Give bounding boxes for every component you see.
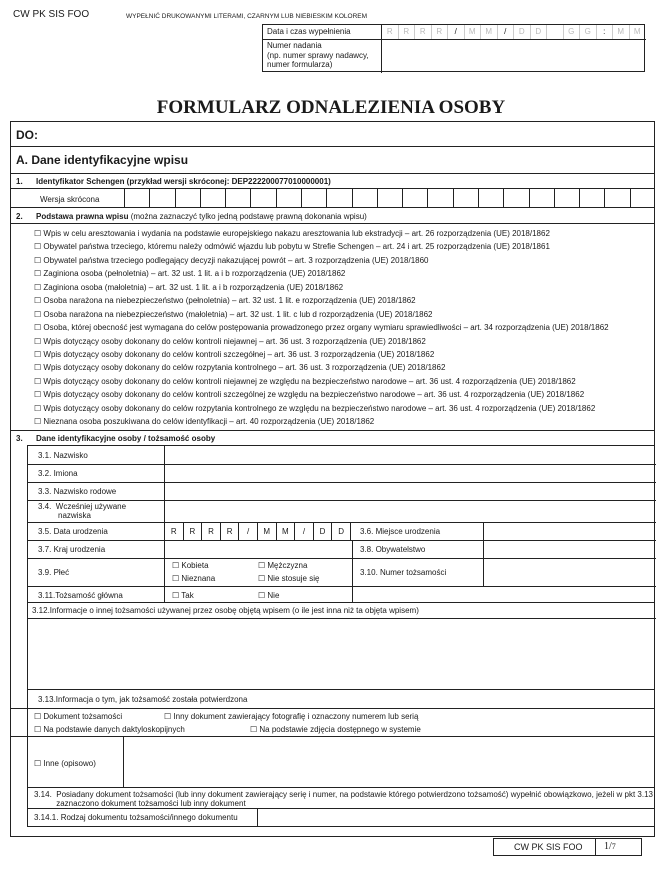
page-number	[604, 841, 616, 852]
citizenship-field[interactable]	[484, 541, 655, 558]
legal-basis-option[interactable]: ☐ Zaginiona osoba (małoletnia) – art. 32 ust. 1 lit. a i b rozporządzenia (UE) 2018/1862	[34, 282, 344, 292]
surname-label: 3.1. Nazwisko	[38, 451, 88, 460]
legal-basis-option[interactable]: ☐ Obywatel państwa trzeciego podlegający decyzji nakazującej powrót – art. 3 rozporządzenia (UE) 2018/1860	[34, 255, 429, 265]
legal-basis-option[interactable]: ☐ Wpis dotyczący osoby dokonany do celów rozpytania kontrolnego – art. 36 ust. 3 rozporządzenia (UE) 2018/1862	[34, 363, 446, 373]
main-id-yes[interactable]: ☐ Tak	[172, 591, 194, 600]
legal-basis-option[interactable]: ☐ Osoba, której obecność jest wymagana do celów postępowania prowadzonego przez organy wymiaru sprawiedliwości – art. 34 rozporządzenia (UE) 2018/1862	[34, 323, 609, 333]
item2-label-rest: (można zaznaczyć tylko jedną podstawę prawną dokonania wpisu)	[128, 212, 367, 221]
sex-label: 3.9. Płeć	[38, 568, 70, 577]
birth-surname-field[interactable]	[165, 483, 655, 500]
form-code-box	[8, 8, 113, 24]
page-current: 1/	[604, 841, 612, 852]
name-label: 3.2. Imiona	[38, 469, 78, 478]
confirm-other-doc[interactable]: ☐ Inny dokument zawierający fotografię i oznaczony numerem lub serią	[164, 712, 419, 721]
main-id-label: 3.11.Tożsamość główna	[38, 591, 123, 600]
page-total: 7	[611, 842, 616, 851]
item1-num: 1.	[16, 177, 23, 186]
country-birth-field[interactable]	[165, 541, 351, 558]
doc-type-field[interactable]	[258, 809, 655, 827]
confirm-photo[interactable]: ☐ Na podstawie zdjęcia dostępnego w systemie	[250, 725, 421, 734]
legal-basis-option[interactable]: ☐ Wpis dotyczący osoby dokonany do celów kontroli szczegółnej – art. 36 ust. 3 rozporządzenia (UE) 2018/1862	[34, 349, 435, 359]
item2-label-bold: Podstawa prawna wpisu	[36, 212, 129, 221]
birth-surname-label: 3.3. Nazwisko rodowe	[38, 487, 117, 496]
dob-label: 3.5. Data urodzenia	[38, 527, 108, 536]
legal-basis-option[interactable]: ☐ Wpis dotyczący osoby dokonany do celów kontroli niejawnej ze względu na bezpieczeństwo narodowe – art. 36 ust. 4 rozporządzenia (UE) 2018/1862	[34, 376, 576, 386]
instruction-text: WYPEŁNIĆ DRUKOWANYMI LITERAMI, CZARNYM LUB NIEBIESKIM KOLOREM	[126, 13, 368, 20]
sex-option-na[interactable]: ☐ Nie stosuje się	[258, 574, 320, 583]
confirm-other-descr[interactable]: ☐ Inne (opisowo)	[34, 759, 96, 768]
sex-option-unknown[interactable]: ☐ Nieznana	[172, 574, 216, 583]
legal-basis-option[interactable]: ☐ Wpis dotyczący osoby dokonany do celów kontroli szczególnej ze względu na bezpieczeństwo narodowe – art. 36 ust. 4 rozporządzenia (UE) 2018/1862	[34, 390, 585, 400]
legal-basis-option[interactable]: ☐ Wpis dotyczący osoby dokonany do celów kontroli niejawnej – art. 36 ust. 3 rozporządzenia (UE) 2018/1862	[34, 336, 426, 346]
confirmed-label: 3.13.Informacja o tym, jak tożsamość została potwierdzona	[38, 695, 248, 704]
form-code: CW PK SIS FOO	[13, 9, 90, 20]
date-mask[interactable]: R R R R / M M / D D G G : M M	[382, 25, 645, 39]
legal-basis-option[interactable]: ☐ Nieznana osoba poszukiwana do celów identyfikacji – art. 40 rozporządzenia (UE) 2018/1862	[34, 417, 375, 427]
other-identity-box	[27, 602, 655, 690]
legal-basis-option[interactable]: ☐ Wpis w celu aresztowania i wydania na podstawie europejskiego nakazu aresztowania lub ekstradycji – art. 26 rozporządzenia (UE) 2018/1862	[34, 229, 550, 238]
confirm-other-field[interactable]	[124, 737, 654, 787]
date-label: Data i czas wypełnienia	[267, 27, 351, 36]
id-number-field[interactable]	[484, 559, 655, 586]
page-title: FORMULARZ ODNALEZIENIA OSOBY	[156, 97, 506, 118]
confirm-fingerprints[interactable]: ☐ Na podstawie danych daktyloskopijnych	[34, 725, 185, 734]
sex-option-female[interactable]: ☐ Kobieta	[172, 561, 209, 570]
doc-type-label: 3.14.1. Rodzaj dokumentu tożsamości/innego dokumentu	[34, 813, 238, 822]
footer-code: CW PK SIS FOO	[514, 842, 583, 852]
sex-option-male[interactable]: ☐ Mężczyzna	[258, 561, 308, 570]
number-field[interactable]	[382, 40, 644, 72]
country-birth-label: 3.7. Kraj urodzenia	[38, 545, 106, 554]
schengen-id-boxes[interactable]	[124, 188, 655, 207]
short-version-label: Wersja skrócona	[40, 195, 100, 204]
dob-mask[interactable]: R R R R / M M / D D	[165, 523, 351, 540]
doc-info-label: 3.14. Posiadany dokument tożsamości (lub inny dokument zawierający serię i numer, na podstawie którego potwierdzono tożsamość) wypełnić obowiązkowo, jeżeli w pkt 3.13 zaznaczono dokument tożsamości lub inny dokument	[34, 790, 653, 808]
id-number-label: 3.10. Numer tożsamości	[360, 568, 447, 577]
prev-names-label: 3.4. Wcześniej używane nazwiska	[38, 502, 127, 520]
number-label: Numer nadania (np. numer sprawy nadawcy, numer formularza)	[267, 41, 369, 69]
other-id-label: 3.12.Informacje o innej tożsamości używanej przez osobę objętą wpisem (o ile jest inna niż ta objęta wpisem)	[32, 606, 419, 615]
name-field[interactable]	[165, 465, 655, 482]
footer-box	[493, 838, 642, 856]
legal-basis-option[interactable]: ☐ Wpis dotyczący osoby dokonany do celów rozpytania kontrolnego ze względu na bezpieczeństwo narodowe – art. 36 ust. 4 rozporządzenia (UE) 2018/1862	[34, 403, 596, 413]
legal-basis-options	[34, 227, 652, 429]
doc-type-box	[27, 808, 655, 827]
main-id-no[interactable]: ☐ Nie	[258, 591, 280, 600]
section-a-title: A. Dane identyfikacyjne wpisu	[16, 153, 189, 167]
item2-label	[36, 212, 367, 221]
legal-basis-option[interactable]: ☐ Obywatel państwa trzeciego, któremu należy odmówić wjazdu lub pobytu w Strefie Schengen – art. 24 i art. 25 rozporządzenia (UE) 2018/1861	[34, 242, 550, 252]
legal-basis-option[interactable]: ☐ Osoba narażona na niebezpieczeństwo (małoletnia) – art. 32 ust. 1 lit. c lub d rozporządzenia (UE) 2018/1862	[34, 309, 433, 319]
header-box	[262, 24, 645, 72]
item2-num: 2.	[16, 212, 23, 221]
legal-basis-option[interactable]: ☐ Osoba narażona na niebezpieczeństwo (pełnoletnia) – art. 32 ust. 1 lit. e rozporządzenia (UE) 2018/1862	[34, 296, 416, 306]
prev-names-field[interactable]	[165, 501, 655, 522]
surname-field[interactable]	[165, 446, 655, 464]
item1-label: Identyfikator Schengen (przykład wersji skróconej: DEP222200077010000001)	[36, 177, 331, 186]
pob-field[interactable]	[484, 523, 655, 540]
personal-data-grid	[27, 445, 655, 603]
item3-num: 3.	[16, 434, 23, 443]
confirm-id-doc[interactable]: ☐ Dokument tożsamości	[34, 712, 123, 721]
legal-basis-option[interactable]: ☐ Zaginiona osoba (pełnoletnia) – art. 32 ust. 1 lit. a i b rozporządzenia (UE) 2018/1862	[34, 269, 346, 279]
other-id-field[interactable]	[28, 619, 655, 689]
doc-info-box	[27, 787, 655, 809]
pob-label: 3.6. Miejsce urodzenia	[360, 527, 441, 536]
do-label: DO:	[16, 128, 38, 142]
citizenship-label: 3.8. Obywatelstwo	[360, 545, 426, 554]
item3-label: Dane identyfikacyjne osoby / tożsamość osoby	[36, 434, 216, 443]
